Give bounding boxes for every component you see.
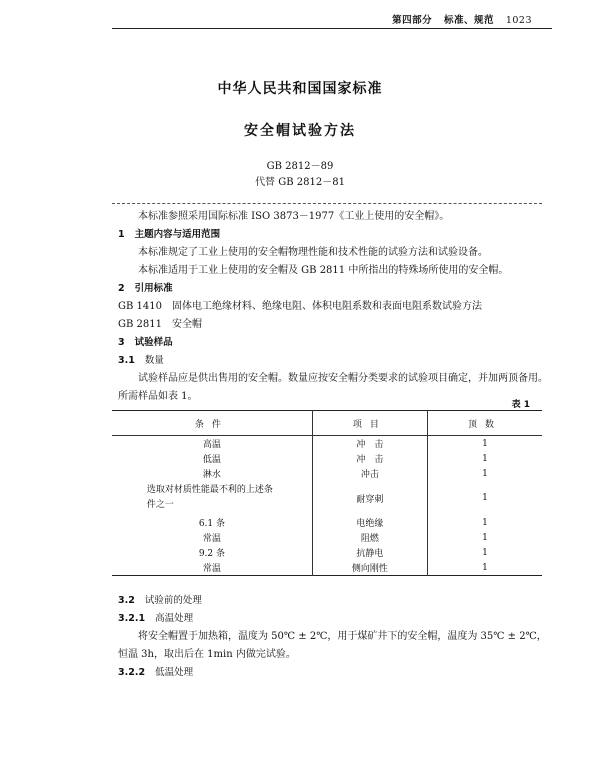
cell-condition: [112, 481, 312, 515]
table-row: [112, 481, 542, 515]
cell-item: 电绝缘: [312, 515, 427, 530]
body-section-3-2: [118, 592, 548, 682]
cell-condition: 高温: [112, 436, 312, 452]
cell-count: 1: [482, 493, 488, 503]
cell-condition: 淋水: [112, 466, 312, 481]
cell-count: 1: [482, 438, 488, 449]
section-title: 引用标准: [134, 283, 173, 294]
page-number: 1023: [505, 15, 532, 26]
cell-condition: 常温: [112, 560, 312, 576]
section-3-2-1-heading: [118, 610, 548, 628]
section-title: 试验样品: [134, 337, 173, 348]
section-num: 3.2.1: [118, 613, 146, 624]
body-section-1: [118, 208, 548, 406]
section-title: 高温处理: [155, 613, 194, 624]
s1-paragraph-1: 本标准规定了工业上使用的安全帽物理性能和技术性能的试验方法和试验设备。: [138, 247, 488, 258]
standard-code: GB 2812－89: [266, 161, 334, 172]
header-item: 项目: [312, 411, 427, 436]
cell-item: 侧向刚性: [312, 560, 427, 576]
table-row: [112, 545, 542, 560]
section-num: 2: [118, 283, 125, 294]
s3-2-1-paragraph: 将安全帽置于加热箱，温度为 50℃ ± 2℃，用于煤矿井下的安全帽，温度为 35℃ ± 2℃，恒温 3h，取出后在 1min 内做完试验。: [118, 631, 547, 660]
section-title: 试验前的处理: [144, 595, 202, 606]
section-num: 3.2: [118, 595, 135, 606]
cell-item: 冲 击: [312, 451, 427, 466]
cell-count: 1: [482, 532, 488, 543]
intro-paragraph: 本标准参照采用国际标准 ISO 3873－1977《工业上使用的安全帽》。: [138, 211, 450, 222]
national-standard-title: 中华人民共和国国家标准: [217, 81, 383, 97]
header-rule: [112, 28, 552, 29]
header-part: 第四部分: [392, 15, 433, 26]
replaces-code: 代替 GB 2812－81: [255, 177, 345, 188]
table-row: [112, 451, 542, 466]
section-title: 低温处理: [155, 667, 194, 678]
section-1-heading: [118, 226, 548, 244]
running-head: [384, 12, 532, 26]
table-row: [112, 466, 542, 481]
document-title: 安全帽试验方法: [244, 123, 356, 139]
section-3-2-2-heading: [118, 664, 548, 682]
section-3-1-heading: [118, 352, 548, 370]
section-num: 1: [118, 229, 125, 240]
cell-count: 1: [482, 517, 488, 528]
cell-condition: 低温: [112, 451, 312, 466]
header-section: 标准、规范: [443, 15, 494, 26]
section-title: 主题内容与适用范围: [134, 229, 221, 240]
s3-1-paragraph: 试验样品应是供出售用的安全帽。数量应按安全帽分类要求的试验项目确定，并加两顶备用。所需样品如表 1。: [118, 373, 548, 402]
section-title: 数量: [144, 355, 164, 366]
cell-count: 1: [482, 453, 488, 464]
cell-condition: 常温: [112, 530, 312, 545]
cell-condition: 9.2 条: [112, 545, 312, 560]
section-num: 3.2.2: [118, 667, 146, 678]
cell-item: 阻燃: [312, 530, 427, 545]
cell-count: 1: [482, 468, 488, 479]
cell-item: 耐穿刺: [312, 481, 427, 515]
reference-1: GB 1410 固体电工绝缘材料、绝缘电阻、体积电阻系数和表面电阻系数试验方法: [118, 301, 482, 312]
section-3-heading: [118, 334, 548, 352]
cell-item: 冲击: [312, 466, 427, 481]
samples-table: [112, 410, 542, 576]
cell-item: 抗静电: [312, 545, 427, 560]
cell-count: 1: [482, 562, 488, 573]
s1-paragraph-2: 本标准适用于工业上使用的安全帽及 GB 2811 中所指出的特殊场所使用的安全帽。: [138, 265, 509, 276]
table-row: [112, 530, 542, 545]
table-row: [112, 515, 542, 530]
cell-count: 1: [482, 547, 488, 558]
table-row: [112, 436, 542, 452]
section-num: 3.1: [118, 355, 135, 366]
top-divider: [112, 203, 542, 204]
cell-item: 冲 击: [312, 436, 427, 452]
section-3-2-heading: [118, 592, 548, 610]
table-header-row: [112, 411, 542, 436]
header-count: 顶数: [427, 411, 542, 436]
table-label: 表 1: [511, 400, 530, 410]
cell-condition-text: 选取对材质性能最不利的上述条件之一: [146, 485, 273, 510]
section-num: 3: [118, 337, 125, 348]
header-condition: 条件: [112, 411, 312, 436]
table-row: [112, 560, 542, 576]
reference-2: GB 2811 安全帽: [118, 319, 202, 330]
cell-condition: 6.1 条: [112, 515, 312, 530]
section-2-heading: [118, 280, 548, 298]
